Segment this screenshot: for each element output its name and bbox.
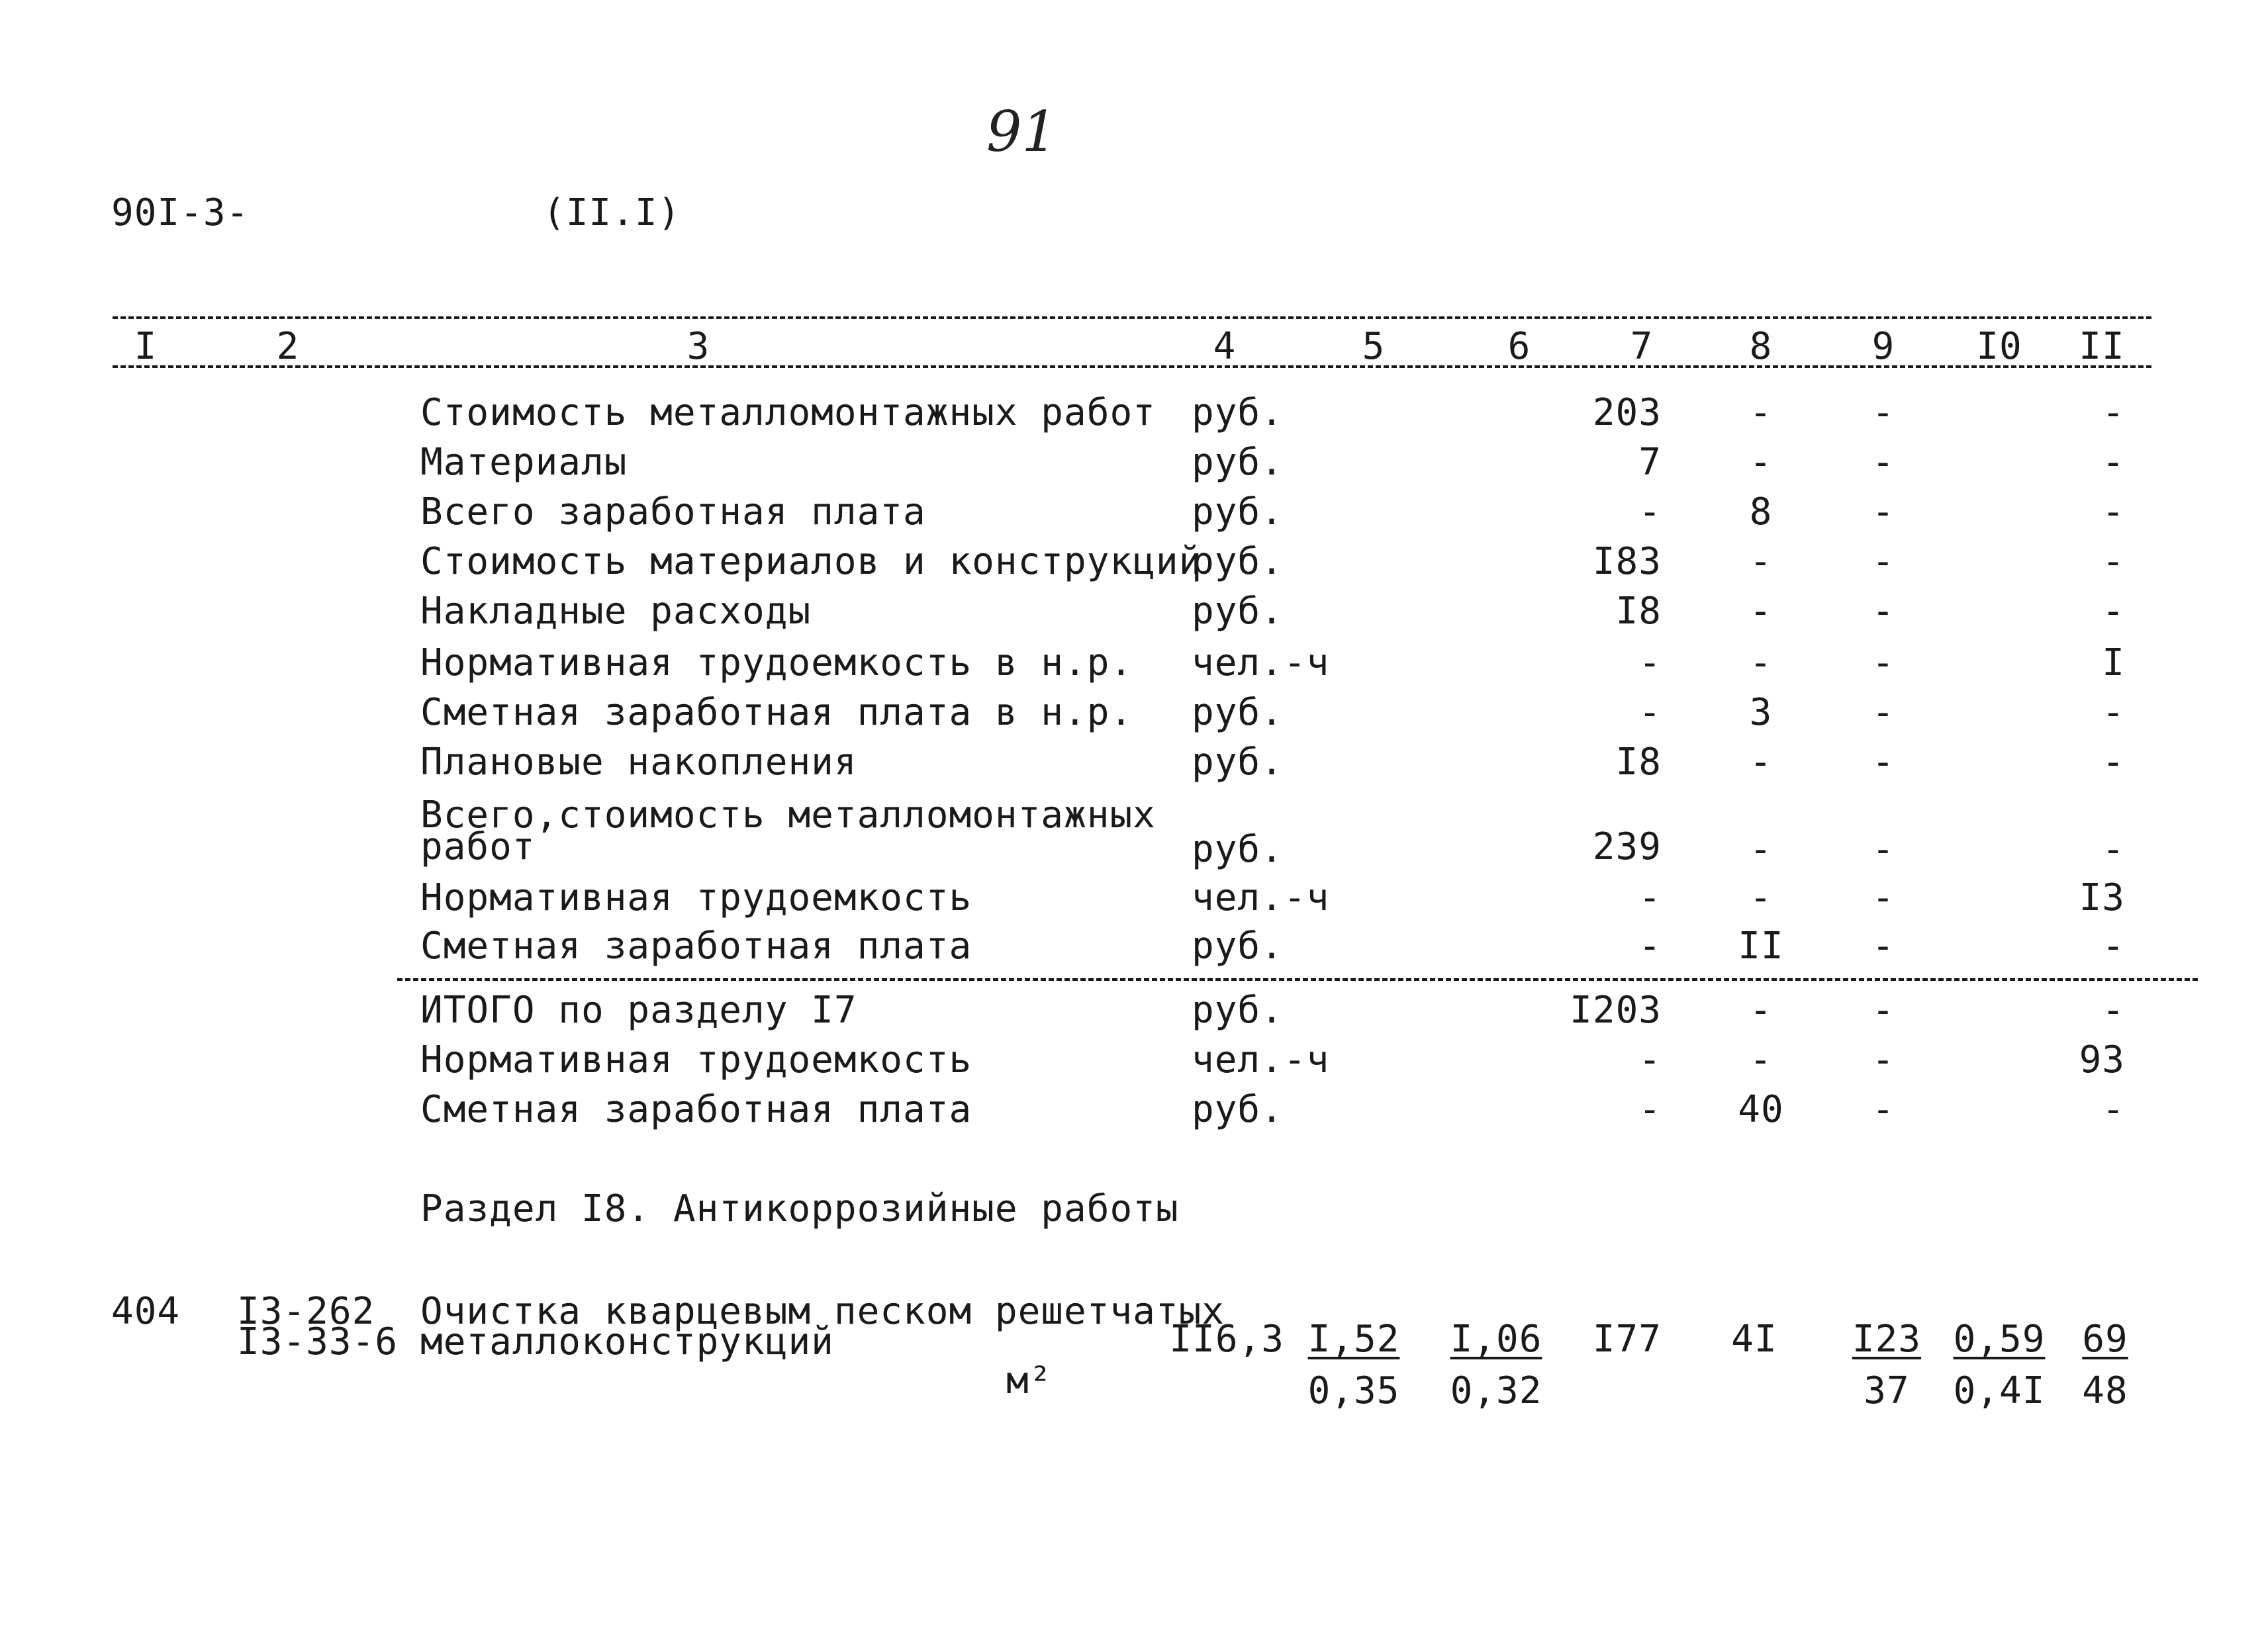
item-name-line1: Очистка кварцевым песком решетчатых: [420, 1290, 1225, 1333]
total-col11: -: [2102, 989, 2125, 1032]
row-col9: -: [1871, 441, 1895, 484]
total-unit: руб.: [1192, 989, 1284, 1032]
row-name: Всего заработная плата: [420, 490, 926, 533]
row-col11: -: [2102, 441, 2125, 484]
row-name-line1: Всего,стоимость металломонтажных: [420, 794, 1156, 837]
col-header: 5: [1362, 325, 1386, 368]
row-unit: руб.: [1192, 391, 1284, 434]
row-unit: руб.: [1192, 741, 1284, 784]
row-col8: -: [1749, 540, 1773, 583]
item-col10-top: 0,59: [1953, 1318, 2046, 1361]
total-col9: -: [1871, 989, 1895, 1032]
col-header: 9: [1871, 325, 1895, 368]
row-name: Сметная заработная плата в н.р.: [420, 691, 1133, 734]
row-name: Нормативная трудоемкость: [420, 876, 972, 919]
row-col8: -: [1749, 828, 1773, 871]
row-col7: 7: [1638, 441, 1662, 484]
row-unit: руб.: [1192, 590, 1284, 633]
row-col8: -: [1749, 590, 1773, 633]
row-col8: -: [1749, 391, 1773, 434]
totals-separator: [397, 978, 2198, 981]
total-col7: -: [1638, 1088, 1662, 1131]
item-col6-top: I,06: [1450, 1318, 1542, 1361]
item-code-1: I3-262: [237, 1290, 375, 1333]
col-header: II: [2079, 325, 2125, 368]
row-name-line2: работ: [420, 825, 536, 868]
item-unit: м²: [1006, 1359, 1053, 1402]
row-col11: -: [2102, 925, 2125, 968]
row-col8: 8: [1749, 490, 1773, 533]
row-col8: II: [1738, 925, 1784, 968]
row-col9: -: [1871, 490, 1895, 533]
row-unit: руб.: [1192, 691, 1284, 734]
row-name: Нормативная трудоемкость в н.р.: [420, 641, 1133, 684]
total-col8: -: [1749, 989, 1773, 1032]
row-unit: чел.-ч: [1192, 641, 1330, 684]
row-unit: руб.: [1192, 490, 1284, 533]
total-name: Нормативная трудоемкость: [420, 1038, 972, 1081]
item-col11-top: 69: [2082, 1318, 2128, 1361]
item-col11-bottom: 48: [2082, 1369, 2128, 1412]
row-col11: -: [2102, 391, 2125, 434]
col-header: 3: [686, 325, 710, 368]
row-name: Накладные расходы: [420, 590, 812, 633]
item-name-line2: металлоконструкций: [420, 1320, 834, 1363]
col-header: I0: [1976, 325, 2022, 368]
row-col8: -: [1749, 441, 1773, 484]
row-col9: -: [1871, 925, 1895, 968]
row-unit: руб.: [1192, 540, 1284, 583]
row-col9: -: [1871, 590, 1895, 633]
item-code-2: I3-33-6: [237, 1320, 399, 1363]
row-name: Материалы: [420, 441, 628, 484]
total-col11: -: [2102, 1088, 2125, 1131]
row-col7: -: [1638, 490, 1662, 533]
row-col7: I8: [1615, 590, 1662, 633]
row-unit: руб.: [1192, 828, 1284, 871]
col-header: 6: [1507, 325, 1531, 368]
section-title: Раздел I8. Антикоррозийные работы: [420, 1187, 1179, 1230]
row-col7: -: [1638, 925, 1662, 968]
total-col8: 40: [1738, 1088, 1784, 1131]
item-number: 404: [111, 1290, 181, 1333]
header-bottom-rule: [113, 365, 2151, 368]
total-col7: -: [1638, 1038, 1662, 1081]
col-header: 8: [1749, 325, 1773, 368]
row-col9: -: [1871, 641, 1895, 684]
row-col7: -: [1638, 641, 1662, 684]
col-header: I: [134, 325, 158, 368]
row-name: Сметная заработная плата: [420, 925, 972, 968]
row-col11: -: [2102, 490, 2125, 533]
item-col5-top: I,52: [1307, 1318, 1400, 1361]
item-col8: 4I: [1731, 1318, 1777, 1361]
row-col7: I8: [1615, 741, 1662, 784]
row-col9: -: [1871, 876, 1895, 919]
document-reference: (II.I): [543, 191, 681, 234]
row-col11: -: [2102, 828, 2125, 871]
row-name: Плановые накопления: [420, 741, 857, 784]
row-name: Стоимость металломонтажных работ: [420, 391, 1156, 434]
row-col11: -: [2102, 590, 2125, 633]
row-col9: -: [1871, 741, 1895, 784]
total-unit: руб.: [1192, 1088, 1284, 1131]
document-code: 90I-3-: [111, 191, 250, 234]
total-col8: -: [1749, 1038, 1773, 1081]
item-col7: I77: [1592, 1318, 1662, 1361]
item-col6-bottom: 0,32: [1450, 1369, 1542, 1412]
row-name: Стоимость материалов и конструкций: [420, 540, 1202, 583]
item-col9-bottom: 37: [1864, 1369, 1910, 1412]
row-col11: I3: [2079, 876, 2125, 919]
header-top-rule: [113, 316, 2151, 319]
row-col7: 203: [1592, 391, 1662, 434]
item-col4: II6,3: [1169, 1318, 1284, 1361]
row-col9: -: [1871, 540, 1895, 583]
col-header: 2: [276, 325, 300, 368]
col-header: 7: [1630, 325, 1654, 368]
total-col9: -: [1871, 1038, 1895, 1081]
item-col9-top: I23: [1852, 1318, 1922, 1361]
total-name: Сметная заработная плата: [420, 1088, 972, 1131]
page-number: 91: [986, 99, 1057, 164]
row-unit: руб.: [1192, 441, 1284, 484]
row-unit: чел.-ч: [1192, 876, 1330, 919]
row-col11: I: [2102, 641, 2125, 684]
total-col9: -: [1871, 1088, 1895, 1131]
row-col8: -: [1749, 876, 1773, 919]
row-col7: -: [1638, 691, 1662, 734]
total-col11: 93: [2079, 1038, 2125, 1081]
row-col11: -: [2102, 741, 2125, 784]
row-col7: 239: [1592, 825, 1662, 868]
row-unit: руб.: [1192, 925, 1284, 968]
row-col11: -: [2102, 691, 2125, 734]
col-header: 4: [1213, 325, 1237, 368]
total-unit: чел.-ч: [1192, 1038, 1330, 1081]
row-col9: -: [1871, 691, 1895, 734]
row-col9: -: [1871, 391, 1895, 434]
item-col10-bottom: 0,4I: [1953, 1369, 2046, 1412]
row-col8: -: [1749, 641, 1773, 684]
total-name: ИТОГО по разделу I7: [420, 989, 857, 1032]
item-col5-bottom: 0,35: [1307, 1369, 1400, 1412]
total-col7: I203: [1570, 989, 1662, 1032]
row-col9: -: [1871, 828, 1895, 871]
row-col11: -: [2102, 540, 2125, 583]
row-col7: -: [1638, 876, 1662, 919]
row-col7: I83: [1592, 540, 1662, 583]
row-col8: 3: [1749, 691, 1773, 734]
row-col8: -: [1749, 741, 1773, 784]
